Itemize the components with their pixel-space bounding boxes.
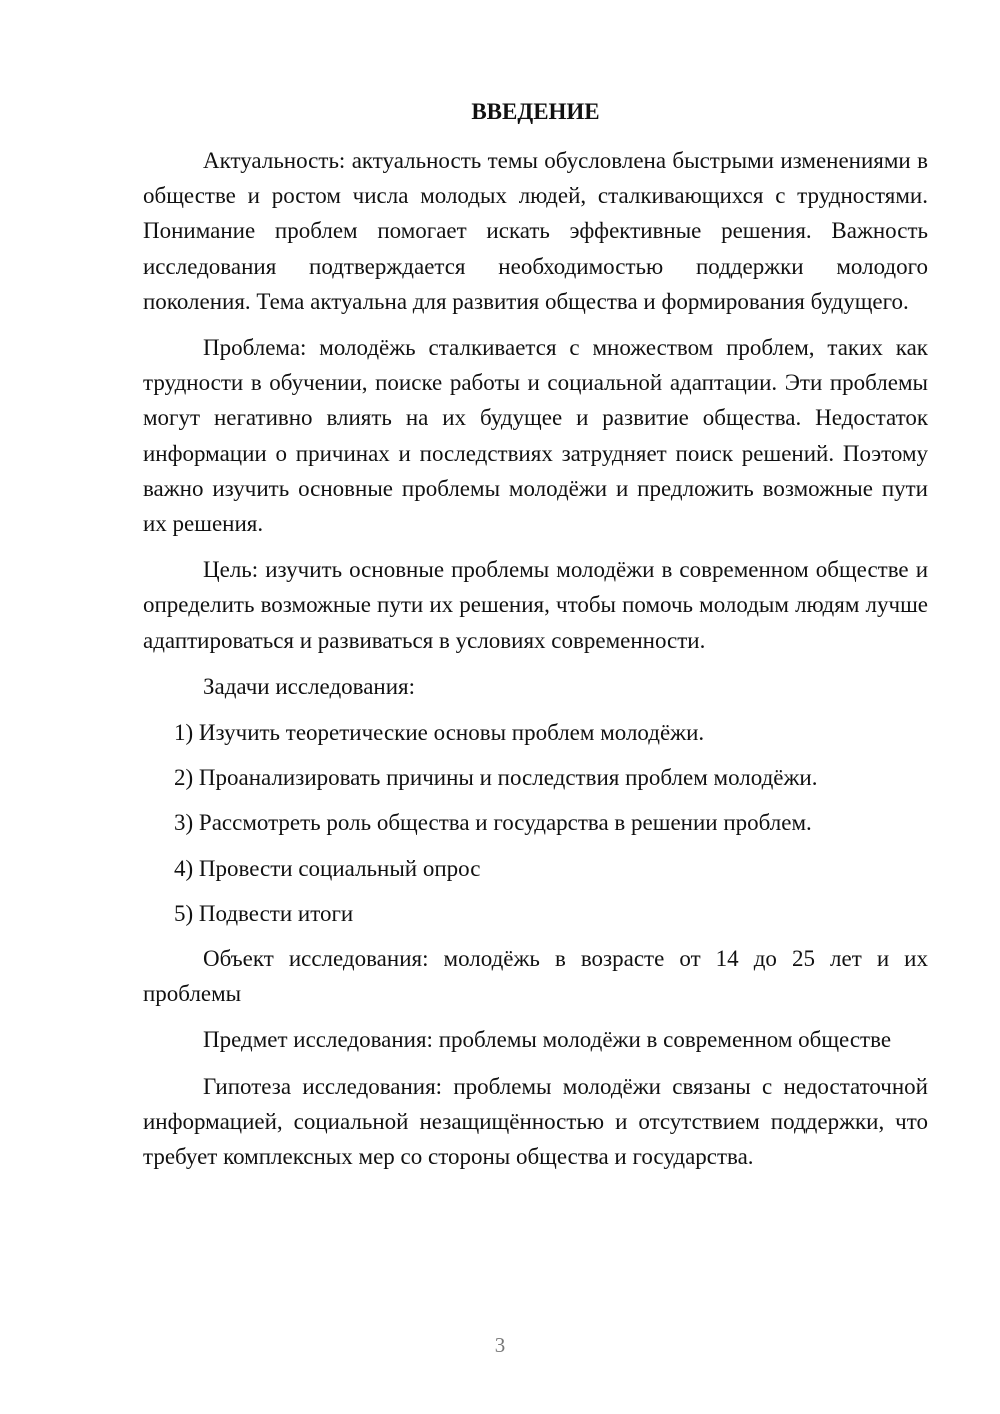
document-page xyxy=(143,94,928,1185)
paragraph-object: Объект исследования: молодёжь в возрасте от 14 до 25 лет и их проблемы xyxy=(143,946,928,1007)
paragraph-goal: Цель: изучить основные проблемы молодёжи в современном обществе и определить возможные пути их решения, чтобы помочь молодым людям лучше адаптироваться и развиваться в условиях современности. xyxy=(143,557,928,653)
paragraph-subject: Предмет исследования: проблемы молодёжи в современном обществе xyxy=(203,1027,892,1053)
list-item: 1) Изучить теоретические основы проблем молодёжи. xyxy=(174,720,705,746)
paragraph-relevance: Актуальность: актуальность темы обусловлена быстрыми изменениями в обществе и ростом числа молодых людей, сталкивающихся с трудностями. Понимание проблем помогает искать эффективные решения. Важность исследования подтверждается необходимостью поддержки молодого поколения. Тема актуальна для развития общества и формирования будущего. xyxy=(143,148,928,314)
paragraph-problem: Проблема: молодёжь сталкивается с множеством проблем, таких как трудности в обучении, поиске работы и социальной адаптации. Эти проблемы могут негативно влиять на их будущее и развитие общества. Недостаток информации о причинах и последствиях затрудняет поиск решений. Поэтому важно изучить основные проблемы молодёжи и предложить возможные пути их решения. xyxy=(143,335,928,537)
list-item: 3) Рассмотреть роль общества и государства в решении проблем. xyxy=(174,810,812,836)
list-item: 2) Проанализировать причины и последствия проблем молодёжи. xyxy=(174,765,818,791)
paragraph-hypothesis: Гипотеза исследования: проблемы молодёжи связаны с недостаточной информацией, социальной незащищённостью и отсутствием поддержки, что требует комплексных мер со стороны общества и государства. xyxy=(143,1073,928,1170)
page-title: ВВЕДЕНИЕ xyxy=(471,99,600,124)
list-item: 4) Провести социальный опрос xyxy=(174,855,481,881)
tasks-list xyxy=(143,715,928,931)
list-item: 5) Подвести итоги xyxy=(174,900,354,926)
page-number: 3 xyxy=(494,1333,506,1357)
tasks-heading: Задачи исследования: xyxy=(203,673,416,699)
